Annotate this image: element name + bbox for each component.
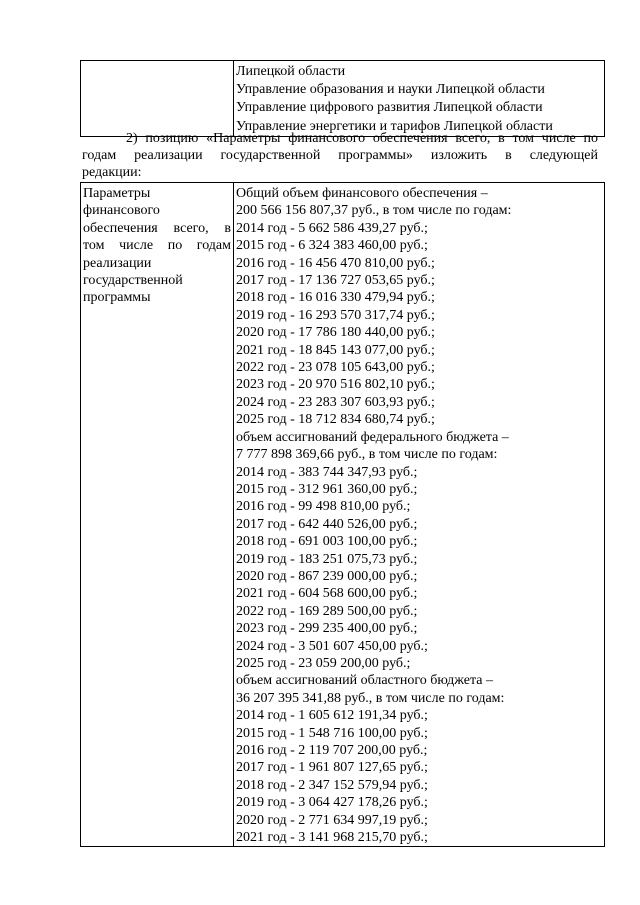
- financing-line: 2023 год - 299 235 400,00 руб.;: [236, 621, 418, 637]
- financing-line: 2025 год - 23 059 200,00 руб.;: [236, 655, 411, 671]
- parameter-name-line: программы: [83, 290, 151, 306]
- financing-line: 2020 год - 867 239 000,00 руб.;: [236, 568, 418, 584]
- financing-line: 2018 год - 16 016 330 479,94 руб.;: [236, 290, 435, 306]
- table-cell-right: [234, 61, 605, 137]
- financing-line: 2021 год - 18 845 143 077,00 руб.;: [236, 342, 435, 358]
- table-cell-left: [81, 61, 234, 137]
- parameter-name-line: том числе по годам: [83, 238, 231, 254]
- financing-line: объем ассигнований областного бюджета –: [236, 673, 493, 689]
- table-row: [81, 183, 605, 847]
- instruction-paragraph: [82, 130, 598, 181]
- financing-line: 36 207 395 341,88 руб., в том числе по годам:: [236, 690, 505, 706]
- financing-parameters-table: [80, 182, 605, 847]
- financing-line: 2014 год - 383 744 347,93 руб.;: [236, 464, 418, 480]
- financing-line: 2024 год - 23 283 307 603,93 руб.;: [236, 394, 435, 410]
- financing-line: 2016 год - 16 456 470 810,00 руб.;: [236, 255, 435, 271]
- financing-line: объем ассигнований федерального бюджета –: [236, 429, 509, 445]
- financing-line: 2015 год - 1 548 716 100,00 руб.;: [236, 725, 428, 741]
- paragraph-line: редакции:: [82, 165, 142, 180]
- parameter-name-cell: [81, 183, 234, 847]
- financing-line: 2014 год - 1 605 612 191,34 руб.;: [236, 708, 428, 724]
- financing-line: 2019 год - 16 293 570 317,74 руб.;: [236, 307, 435, 323]
- financing-line: 2014 год - 5 662 586 439,27 руб.;: [236, 220, 428, 236]
- financing-line: 2024 год - 3 501 607 450,00 руб.;: [236, 638, 428, 654]
- financing-line: 2022 год - 23 078 105 643,00 руб.;: [236, 360, 435, 376]
- financing-line: 2017 год - 17 136 727 053,65 руб.;: [236, 273, 435, 289]
- parameter-name-line: государственной: [83, 273, 183, 289]
- financing-line: Общий объем финансового обеспечения –: [236, 186, 488, 201]
- financing-line: 200 566 156 807,37 руб., в том числе по годам:: [236, 203, 512, 219]
- financing-line: 2023 год - 20 970 516 802,10 руб.;: [236, 377, 435, 393]
- executor-line: Липецкой области: [236, 64, 346, 79]
- financing-line: 2020 год - 2 771 634 997,19 руб.;: [236, 812, 428, 828]
- financing-line: 2018 год - 2 347 152 579,94 руб.;: [236, 777, 428, 793]
- paragraph-line: годам реализации государственной программы» изложить в следующей: [82, 148, 598, 163]
- financing-line: 2019 год - 183 251 075,73 руб.;: [236, 551, 418, 567]
- financing-line: 2025 год - 18 712 834 680,74 руб.;: [236, 412, 435, 428]
- executor-line: Управление энергетики и тарифов Липецкой области: [236, 118, 553, 134]
- table-row: [81, 61, 605, 137]
- executor-line: Управление цифрового развития Липецкой области: [236, 100, 543, 116]
- paragraph-line: 2) позицию «Параметры финансового обеспечения всего, в том числе по: [126, 131, 598, 146]
- parameter-name-line: обеспечения всего, в: [83, 220, 231, 236]
- financing-line: 2017 год - 1 961 807 127,65 руб.;: [236, 760, 428, 776]
- financing-line: 2018 год - 691 003 100,00 руб.;: [236, 534, 418, 550]
- financing-line: 2019 год - 3 064 427 178,26 руб.;: [236, 795, 428, 811]
- financing-line: 7 777 898 369,66 руб., в том числе по годам:: [236, 447, 498, 463]
- financing-line: 2022 год - 169 289 500,00 руб.;: [236, 603, 418, 619]
- executors-table: [80, 60, 605, 137]
- parameter-name-line: Параметры: [83, 186, 151, 201]
- financing-line: 2015 год - 6 324 383 460,00 руб.;: [236, 238, 428, 254]
- parameter-name-line: реализации: [83, 255, 152, 271]
- financing-line: 2021 год - 604 568 600,00 руб.;: [236, 586, 418, 602]
- financing-line: 2016 год - 99 498 810,00 руб.;: [236, 499, 411, 515]
- parameter-name-line: финансового: [83, 203, 160, 219]
- parameter-value-cell: [234, 183, 605, 847]
- financing-line: 2020 год - 17 786 180 440,00 руб.;: [236, 325, 435, 341]
- executor-line: Управление образования и науки Липецкой области: [236, 82, 545, 98]
- financing-line: 2015 год - 312 961 360,00 руб.;: [236, 481, 418, 497]
- financing-line: 2016 год - 2 119 707 200,00 руб.;: [236, 743, 428, 758]
- financing-line: 2021 год - 3 141 968 215,70 руб.;: [236, 830, 428, 846]
- financing-line: 2017 год - 642 440 526,00 руб.;: [236, 516, 418, 532]
